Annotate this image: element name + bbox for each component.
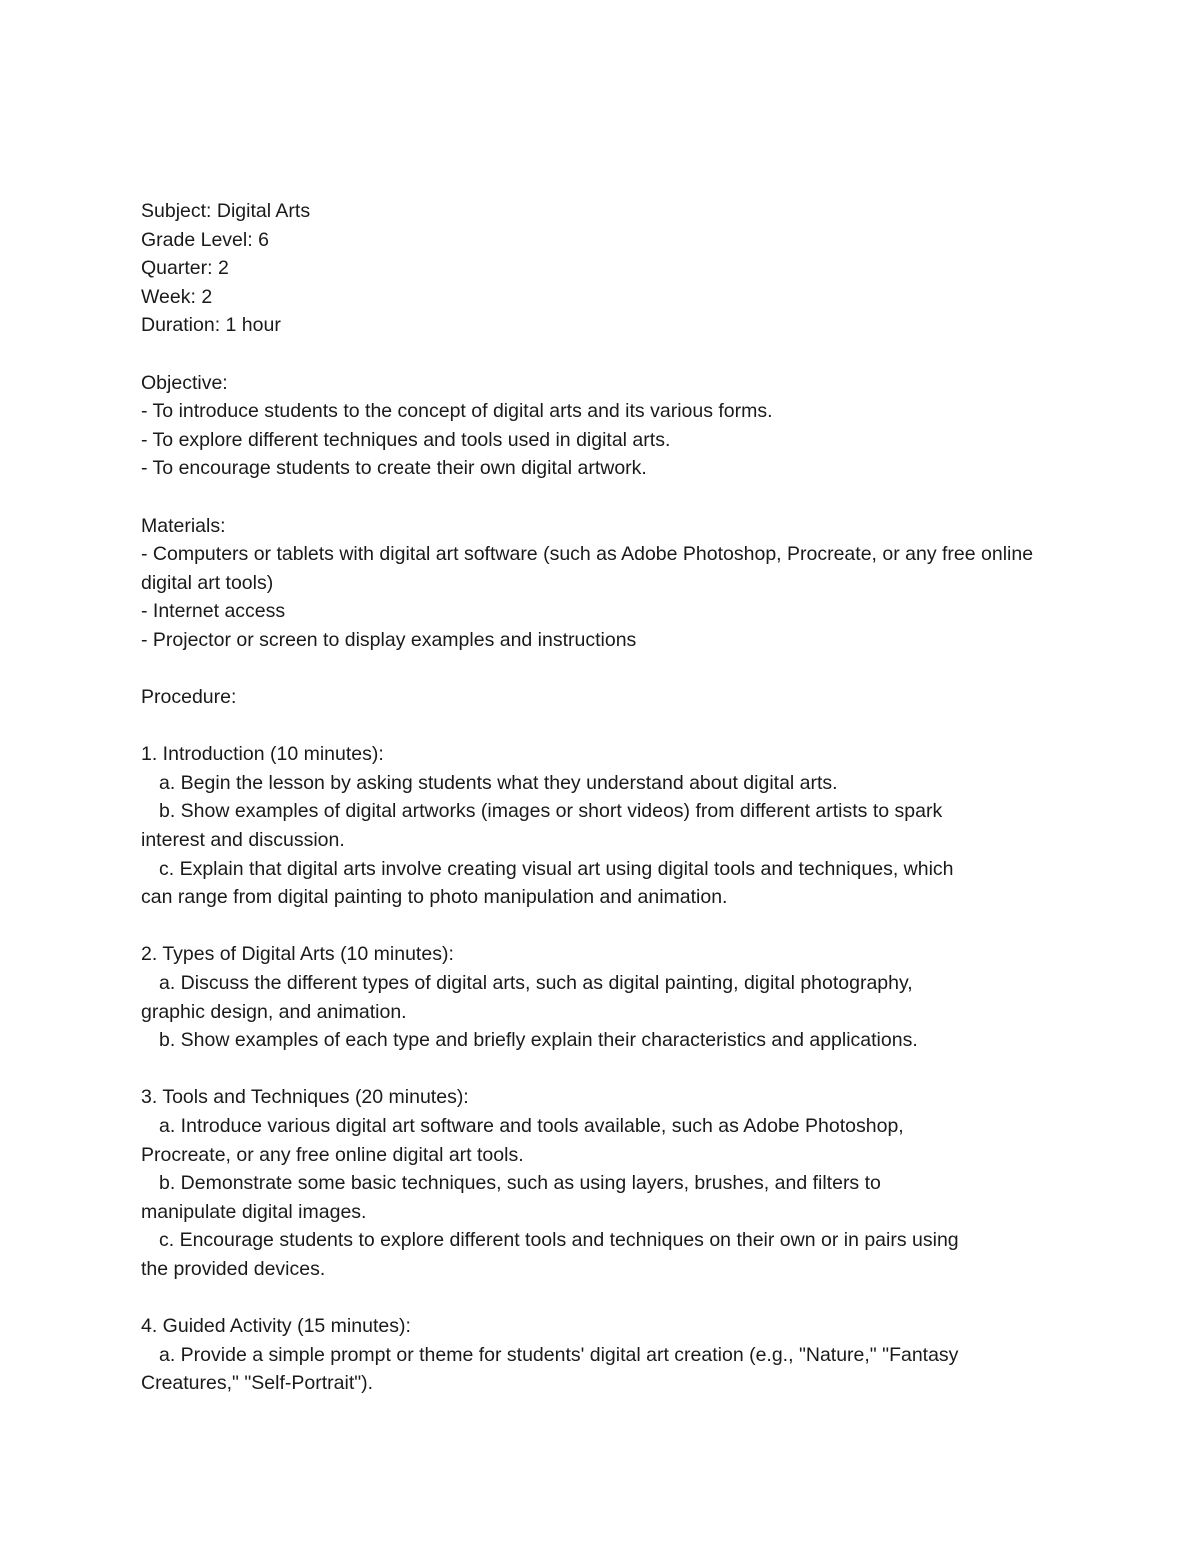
materials-item: - Computers or tablets with digital art software (such as Adobe Photoshop, Procreate, or any free online digital art tools) [141, 543, 1039, 594]
procedure-section [141, 683, 1051, 1398]
step-item: b. Show examples of each type and briefly explain their characteristics and applications. [159, 1029, 918, 1052]
step-item-continuation: graphic design, and animation. [141, 1000, 407, 1023]
step-item-continuation: Procreate, or any free online digital art tools. [141, 1143, 524, 1166]
procedure-step-types [141, 940, 1051, 1054]
spacer [141, 912, 1051, 941]
step-item-continuation: can range from digital painting to photo manipulation and animation. [141, 886, 728, 909]
lesson-header [141, 197, 1051, 340]
spacer [141, 1055, 1051, 1084]
objective-item: - To introduce students to the concept of digital arts and its various forms. [141, 400, 773, 423]
spacer [141, 655, 1051, 684]
spacer [141, 1284, 1051, 1313]
step-item-continuation: the provided devices. [141, 1257, 326, 1280]
step-title: 1. Introduction (10 minutes): [141, 743, 384, 766]
week-line: Week: 2 [141, 285, 213, 308]
spacer [141, 340, 1051, 369]
step-item: c. Encourage students to explore different tools and techniques on their own or in pairs using [159, 1229, 959, 1252]
step-item-continuation: manipulate digital images. [141, 1200, 367, 1223]
objective-heading: Objective: [141, 371, 228, 394]
step-item: a. Begin the lesson by asking students what they understand about digital arts. [159, 771, 838, 794]
step-item: b. Demonstrate some basic techniques, such as using layers, brushes, and filters to [159, 1172, 881, 1195]
materials-section [141, 512, 1051, 655]
grade-level-line: Grade Level: 6 [141, 228, 269, 251]
spacer [141, 483, 1051, 512]
step-item-continuation: interest and discussion. [141, 829, 345, 852]
materials-heading: Materials: [141, 514, 226, 537]
quarter-line: Quarter: 2 [141, 257, 229, 280]
objective-item: - To encourage students to create their own digital artwork. [141, 457, 647, 480]
document-page [141, 197, 1051, 1398]
step-title: 2. Types of Digital Arts (10 minutes): [141, 943, 454, 966]
duration-line: Duration: 1 hour [141, 314, 281, 337]
step-item-continuation: Creatures," "Self-Portrait"). [141, 1372, 374, 1395]
step-item: b. Show examples of digital artworks (images or short videos) from different artists to spark [159, 800, 943, 823]
objective-item: - To explore different techniques and tools used in digital arts. [141, 428, 671, 451]
procedure-step-tools [141, 1083, 1051, 1283]
procedure-heading: Procedure: [141, 686, 237, 709]
objective-section [141, 369, 1051, 483]
procedure-step-guided-activity [141, 1312, 1051, 1398]
step-title: 4. Guided Activity (15 minutes): [141, 1315, 411, 1338]
step-item: a. Introduce various digital art software and tools available, such as Adobe Photoshop, [159, 1115, 904, 1137]
materials-item: - Internet access [141, 600, 286, 623]
procedure-step-introduction [141, 740, 1051, 912]
step-item: a. Discuss the different types of digital arts, such as digital painting, digital photography, [159, 972, 913, 995]
subject-line: Subject: Digital Arts [141, 200, 311, 222]
step-item: a. Provide a simple prompt or theme for students' digital art creation (e.g., "Nature," "Fantasy [159, 1343, 959, 1366]
step-item: c. Explain that digital arts involve creating visual art using digital tools and techniques, which [159, 857, 954, 880]
spacer [141, 712, 1051, 741]
step-title: 3. Tools and Techniques (20 minutes): [141, 1086, 469, 1109]
materials-item: - Projector or screen to display examples and instructions [141, 628, 637, 651]
